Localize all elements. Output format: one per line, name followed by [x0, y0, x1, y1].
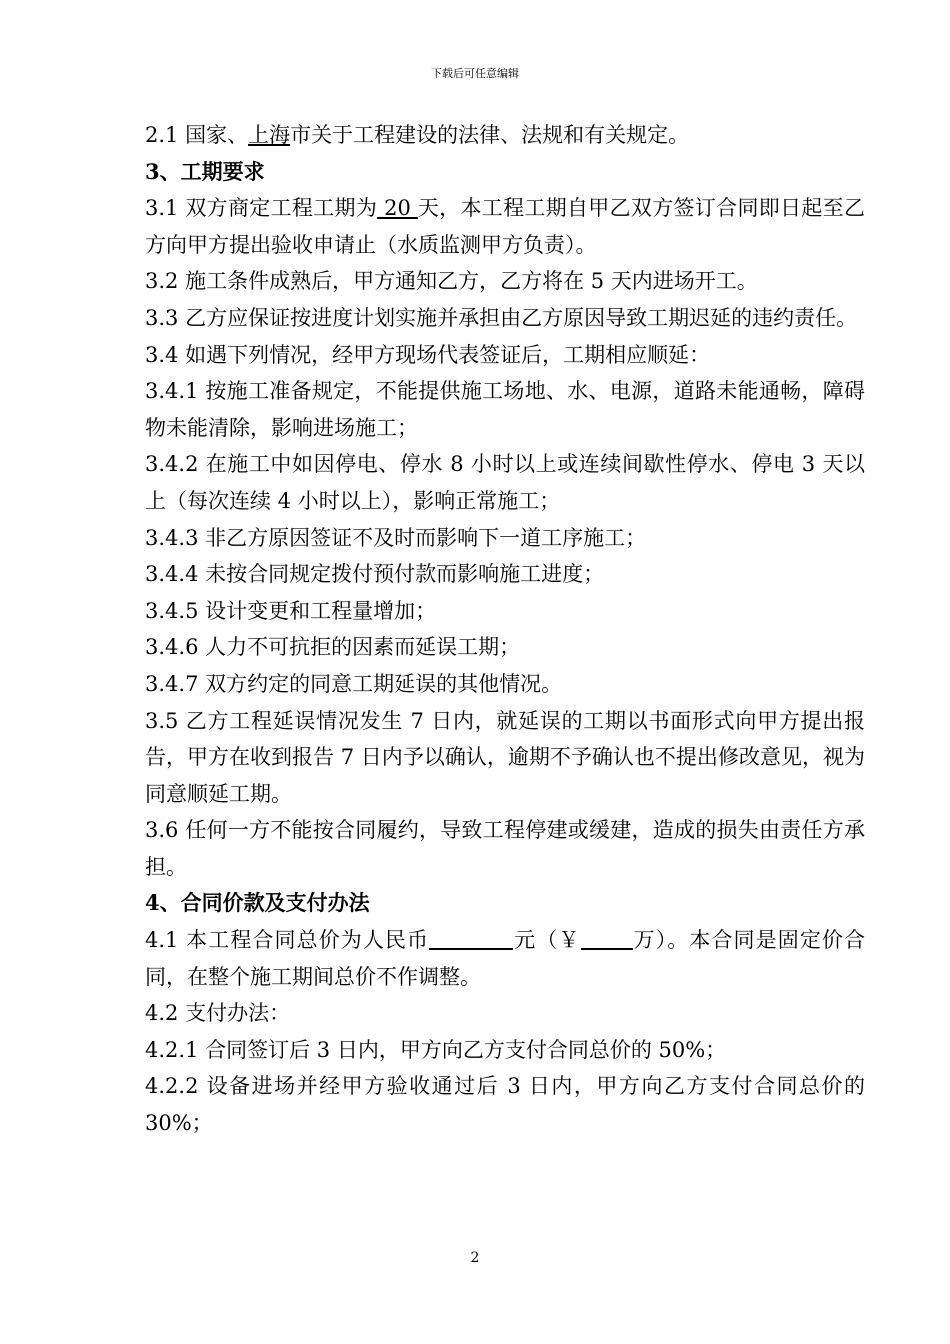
section-3-heading: 3、工期要求: [145, 158, 265, 184]
clause-3-4-7: 3.4.7 双方约定的同意工期延误的其他情况。: [145, 671, 563, 696]
clause-2-1: [145, 117, 865, 154]
clause-3-6: 3.6 任何一方不能按合同履约，导致工程停建或缓建，造成的损失由责任方承担。: [145, 818, 865, 879]
clause-3-1-text: 3.1 双方商定工程工期为: [145, 196, 378, 221]
page-header: 下载后可任意编辑: [431, 67, 519, 80]
clause-3-2: 3.2 施工条件成熟后，甲方通知乙方，乙方将在 5 天内进场开工。: [145, 269, 758, 294]
clause-4-2: 4.2 支付办法：: [145, 1001, 291, 1026]
section-4-heading: 4、合同价款及支付办法: [145, 890, 370, 916]
clause-2-1-text: 2.1 国家、: [145, 123, 249, 147]
clause-4-1: [145, 922, 865, 995]
clause-3-4-2: 3.4.2 在施工中如因停电、停水 8 小时以上或连续间歇性停水、停电 3 天以上（每次连续 4 小时以上），影响正常施工；: [145, 452, 865, 513]
clause-3-1-rest: 天，本工程工期自甲乙双方签订合同即日起至乙方向甲方提出验收申请止（水质监测甲方负责）。: [145, 196, 865, 257]
amount-wan-blank: [581, 924, 633, 950]
clause-4-1-mid: 元（￥: [513, 928, 581, 953]
clause-3-4-3: 3.4.3 非乙方原因签证不及时而影响下一道工序施工；: [145, 525, 647, 550]
clause-3-4: 3.4 如遇下列情况，经甲方现场代表签证后，工期相应顺延：: [145, 342, 711, 367]
clause-4-2-2: 4.2.2 设备进场并经甲方验收通过后 3 日内，甲方向乙方支付合同总价的 30%；: [145, 1074, 865, 1136]
page-number: 2: [470, 1250, 480, 1266]
duration-field: 20: [377, 196, 418, 221]
clause-3-4-5: 3.4.5 设计变更和工程量增加；: [145, 598, 437, 623]
document-body: [145, 117, 865, 1142]
clause-3-4-6: 3.4.6 人力不可抗拒的因素而延误工期；: [145, 635, 521, 660]
clause-2-1-rest: 市关于工程建设的法律、法规和有关规定。: [290, 123, 690, 147]
clause-4-1-text: 4.1 本工程合同总价为人民币: [145, 928, 430, 953]
clause-3-4-1: 3.4.1 按施工准备规定，不能提供施工场地、水、电源，道路未能通畅，障碍物未能清除，影响进场施工；: [145, 379, 865, 440]
clause-3-4-4: 3.4.4 未按合同规定拨付预付款而影响施工进度；: [145, 562, 605, 587]
amount-blank: [429, 924, 513, 950]
clause-4-2-1: 4.2.1 合同签订后 3 日内，甲方向乙方支付合同总价的 50%；: [145, 1037, 727, 1062]
clause-3-3: 3.3 乙方应保证按进度计划实施并承担由乙方原因导致工期迟延的违约责任。: [145, 305, 858, 330]
clause-3-1: [145, 190, 865, 263]
city-field: 上海: [248, 123, 291, 147]
clause-3-5: 3.5 乙方工程延误情况发生 7 日内，就延误的工期以书面形式向甲方提出报告，甲方在收到报告 7 日内予以确认，逾期不予确认也不提出修改意见，视为同意顺延工期。: [145, 708, 865, 806]
clause-4-1-rest: 万）。本合同是固定价合同，在整个施工期间总价不作调整。: [145, 928, 866, 989]
